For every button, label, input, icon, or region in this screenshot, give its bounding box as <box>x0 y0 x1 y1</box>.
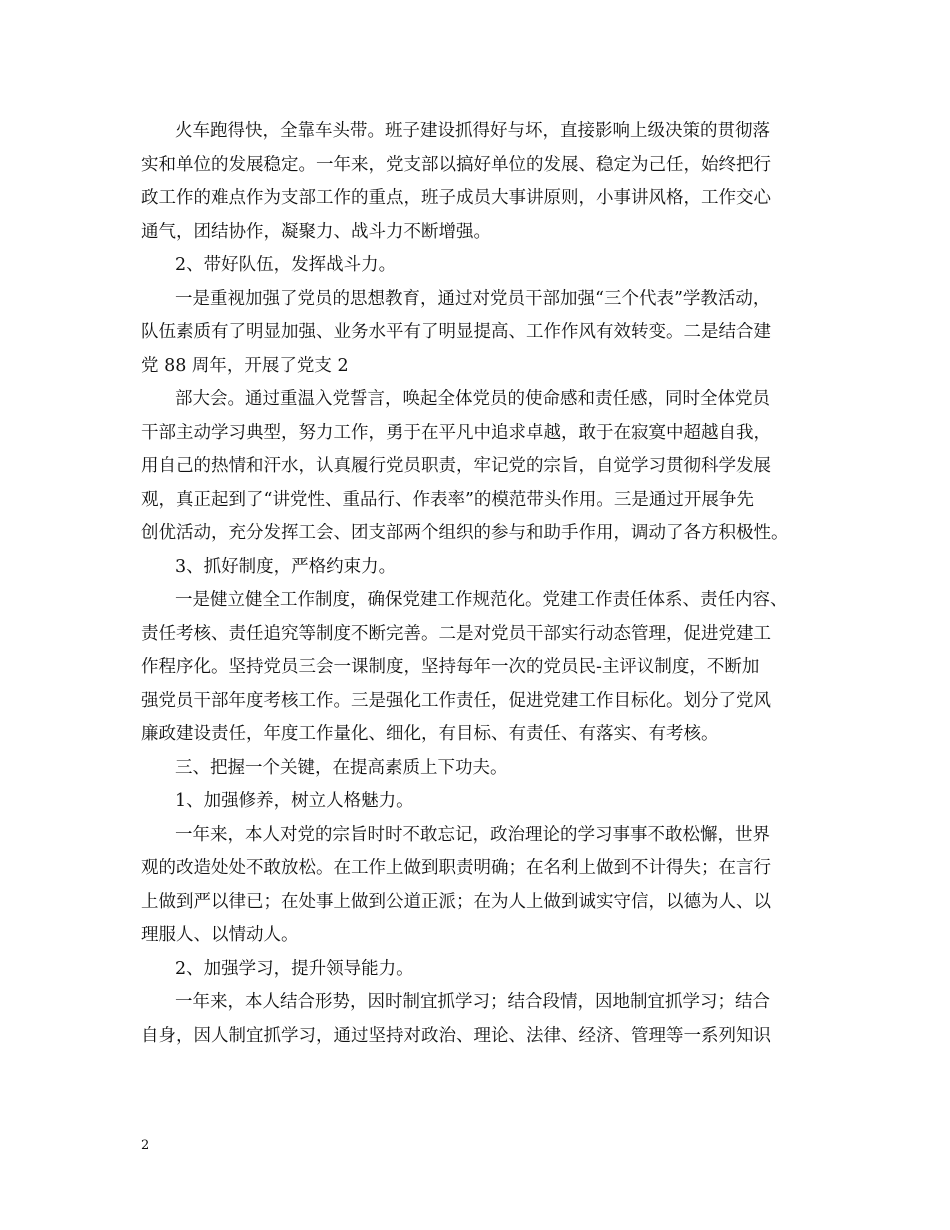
text-line: 政工作的难点作为支部工作的重点，班子成员大事讲原则，小事讲风格，工作交心 <box>141 188 771 208</box>
text-line: 观的改造处处不敢放松。在工作上做到职责明确；在名利上做到不计得失；在言行 <box>141 858 771 878</box>
text-line: 一年来，本人对党的宗旨时时不敢忘记，政治理论的学习事事不敢松懈，世界 <box>175 824 770 845</box>
text-line: 强党员干部年度考核工作。三是强化工作责任，促进党建工作目标化。划分了党风 <box>141 690 771 711</box>
text-line: 廉政建设责任，年度工作量化、细化，有目标、有责任、有落实、有考核。 <box>141 724 719 744</box>
text-line: 通气，团结协作，凝聚力、战斗力不断增强。 <box>141 221 491 242</box>
text-line: 自身，因人制宜抓学习，通过坚持对政治、理论、法律、经济、管理等一系列知识 <box>141 1025 771 1046</box>
text-line: 用自己的热情和汗水，认真履行党员职责，牢记党的宗旨，自觉学习贯彻科学发展 <box>141 456 771 476</box>
text-line: 一年来，本人结合形势，因时制宜抓学习；结合段情，因地制宜抓学习；结合 <box>175 992 770 1012</box>
page-number: 2 <box>141 1138 150 1153</box>
text-line: 三、把握一个关键，在提高素质上下功夫。 <box>175 757 508 778</box>
text-line: 责任考核、责任追究等制度不断完善。二是对党员干部实行动态管理，促进党建工 <box>141 623 771 644</box>
text-line: 作程序化。坚持党员三会一课制度，坚持每年一次的党员民-主评议制度，不断加 <box>141 657 760 677</box>
text-line: 2、加强学习，提升领导能力。 <box>175 958 414 979</box>
text-line: 一是健立健全工作制度，确保党建工作规范化。党建工作责任体系、责任内容、 <box>175 590 788 610</box>
text-line: 创优活动，充分发挥工会、团支部两个组织的参与和助手作用，调动了各方积极性。 <box>141 523 789 543</box>
text-line: 干部主动学习典型，努力工作，勇于在平凡中追求卓越，敢于在寂寞中超越自我， <box>141 422 771 443</box>
text-line: 党 88 周年，开展了党支 2 <box>141 355 349 376</box>
text-line: 1、加强修养，树立人格魅力。 <box>175 791 414 811</box>
text-line: 2、带好队伍，发挥战斗力。 <box>175 255 397 275</box>
text-line: 实和单位的发展稳定。一年来，党支部以搞好单位的发展、稳定为己任，始终把行 <box>141 154 771 175</box>
body-text <box>141 115 826 1053</box>
text-line: 部大会。通过重温入党誓言，唤起全体党员的使命感和责任感，同时全体党员 <box>175 389 770 409</box>
text-line: 3、抓好制度，严格约束力。 <box>175 556 397 577</box>
text-line: 理服人、以情动人。 <box>141 925 299 945</box>
text-line: 队伍素质有了明显加强、业务水平有了明显提高、工作作风有效转变。二是结合建 <box>141 322 771 342</box>
text-line: 火车跑得快，全靠车头带。班子建设抓得好与坏，直接影响上级决策的贯彻落 <box>175 121 770 141</box>
text-line: 上做到严以律已；在处事上做到公道正派；在为人上做到诚实守信，以德为人、以 <box>141 891 771 912</box>
text-line: 观，真正起到了“讲党性、重品行、作表率”的模范带头作用。三是通过开展争先 <box>141 489 754 510</box>
text-line: 一是重视加强了党员的思想教育，通过对党员干部加强“三个代表”学教活动， <box>175 288 771 309</box>
